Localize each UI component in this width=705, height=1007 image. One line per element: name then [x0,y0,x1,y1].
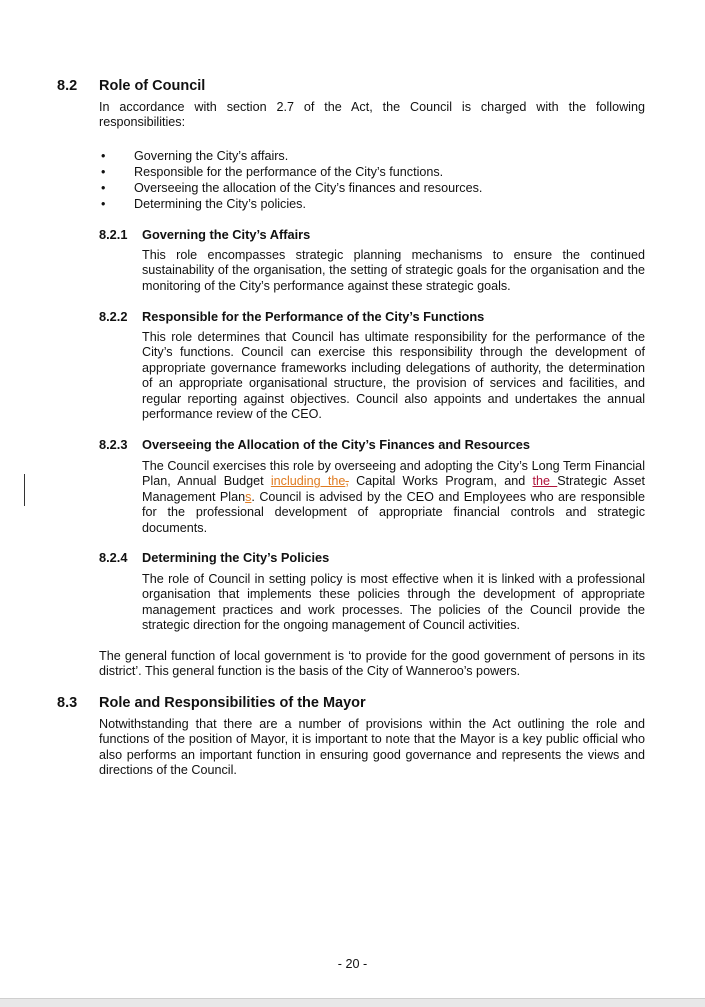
section-8-2-2-heading [99,309,484,324]
section-8-3-body: Notwithstanding that there are a number of provisions within the Act outlining the role and functions of the position of Mayor, it is important to note that the Mayor is a key public official who also performs an important function in ensuring good governance and represents the views and directions of the Council. [99,717,645,778]
tracked-deletion: , [345,474,349,489]
page-number: - 20 - [337,957,368,971]
section-8-2-1-body: This role encompasses strategic planning mechanisms to ensure the continued sustainability of the organisation, the setting of strategic goals for the organisation and the monitoring of the City’s performance against these strategic goals. [142,248,645,293]
list-item: • Responsible for the performance of the City’s functions. [101,165,444,179]
bullet-glyph: • [101,165,106,179]
section-title: Responsible for the Performance of the City’s Functions [142,309,485,324]
list-item: • Determining the City’s policies. [101,197,306,211]
section-title: Governing the City’s Affairs [142,227,311,242]
section-8-2-2-body: This role determines that Council has ultimate responsibility for the performance of the City’s functions. Council can exercise this responsibility through the development of appropriate governance frameworks including delegations of authority, the determination of an appropriate organisational structure, the provision of services and facilities, and regular reporting against objectives. Council also appoints and undertakes the annual performance review of the CEO. [142,330,645,422]
list-item: • Overseeing the allocation of the City’s finances and resources. [101,181,483,195]
bullet-glyph: • [101,181,106,195]
section-number: 8.3 [57,695,78,711]
change-bar [24,474,25,506]
tracked-insertion: including the [270,474,346,489]
section-title: Determining the City’s Policies [142,550,330,565]
section-number: 8.2.3 [99,437,128,452]
bullet-glyph: • [101,149,106,163]
section-8-2-heading [57,78,205,94]
general-function-paragraph: The general function of local government is ‘to provide for the good government of persons in its district’. This general function is the basis of the City of Wanneroo’s powers. [99,649,645,679]
tracked-insertion: s [245,489,252,504]
section-8-2-4-heading [99,550,329,565]
section-8-3-heading [57,695,366,711]
section-8-2-intro: In accordance with section 2.7 of the Act, the Council is charged with the following responsibilities: [99,100,645,130]
section-8-2-3-heading [99,437,530,452]
section-title: Role of Council [99,78,206,94]
section-number: 8.2 [57,78,78,94]
section-8-2-1-heading [99,227,310,242]
section-title: Overseeing the Allocation of the City’s Finances and Resources [142,437,531,452]
responsibilities-list [99,148,645,212]
section-title: Role and Responsibilities of the Mayor [99,695,366,711]
section-number: 8.2.4 [99,550,128,565]
bullet-glyph: • [101,197,106,211]
section-number: 8.2.1 [99,227,128,242]
list-item: • Governing the City’s affairs. [101,149,289,163]
section-number: 8.2.2 [99,309,128,324]
section-8-2-4-body: The role of Council in setting policy is most effective when it is linked with a professional organisation that implements these policies through the development of appropriate management practices and work processes. The policies of the Council provide the strategic direction for the ongoing management of Council activities. [142,572,645,633]
section-8-2-3-body: The Council exercises this role by overseeing and adopting the City’s Long Term Financial Plan, Annual Budget including the, Capital Works Program, and the Strategic Asset Management Plans. Council is advised by the CEO and Employees who are responsible for the professional development of appropriate financial controls and strategic documents. [142,459,646,535]
tracked-insertion: the [532,474,558,489]
